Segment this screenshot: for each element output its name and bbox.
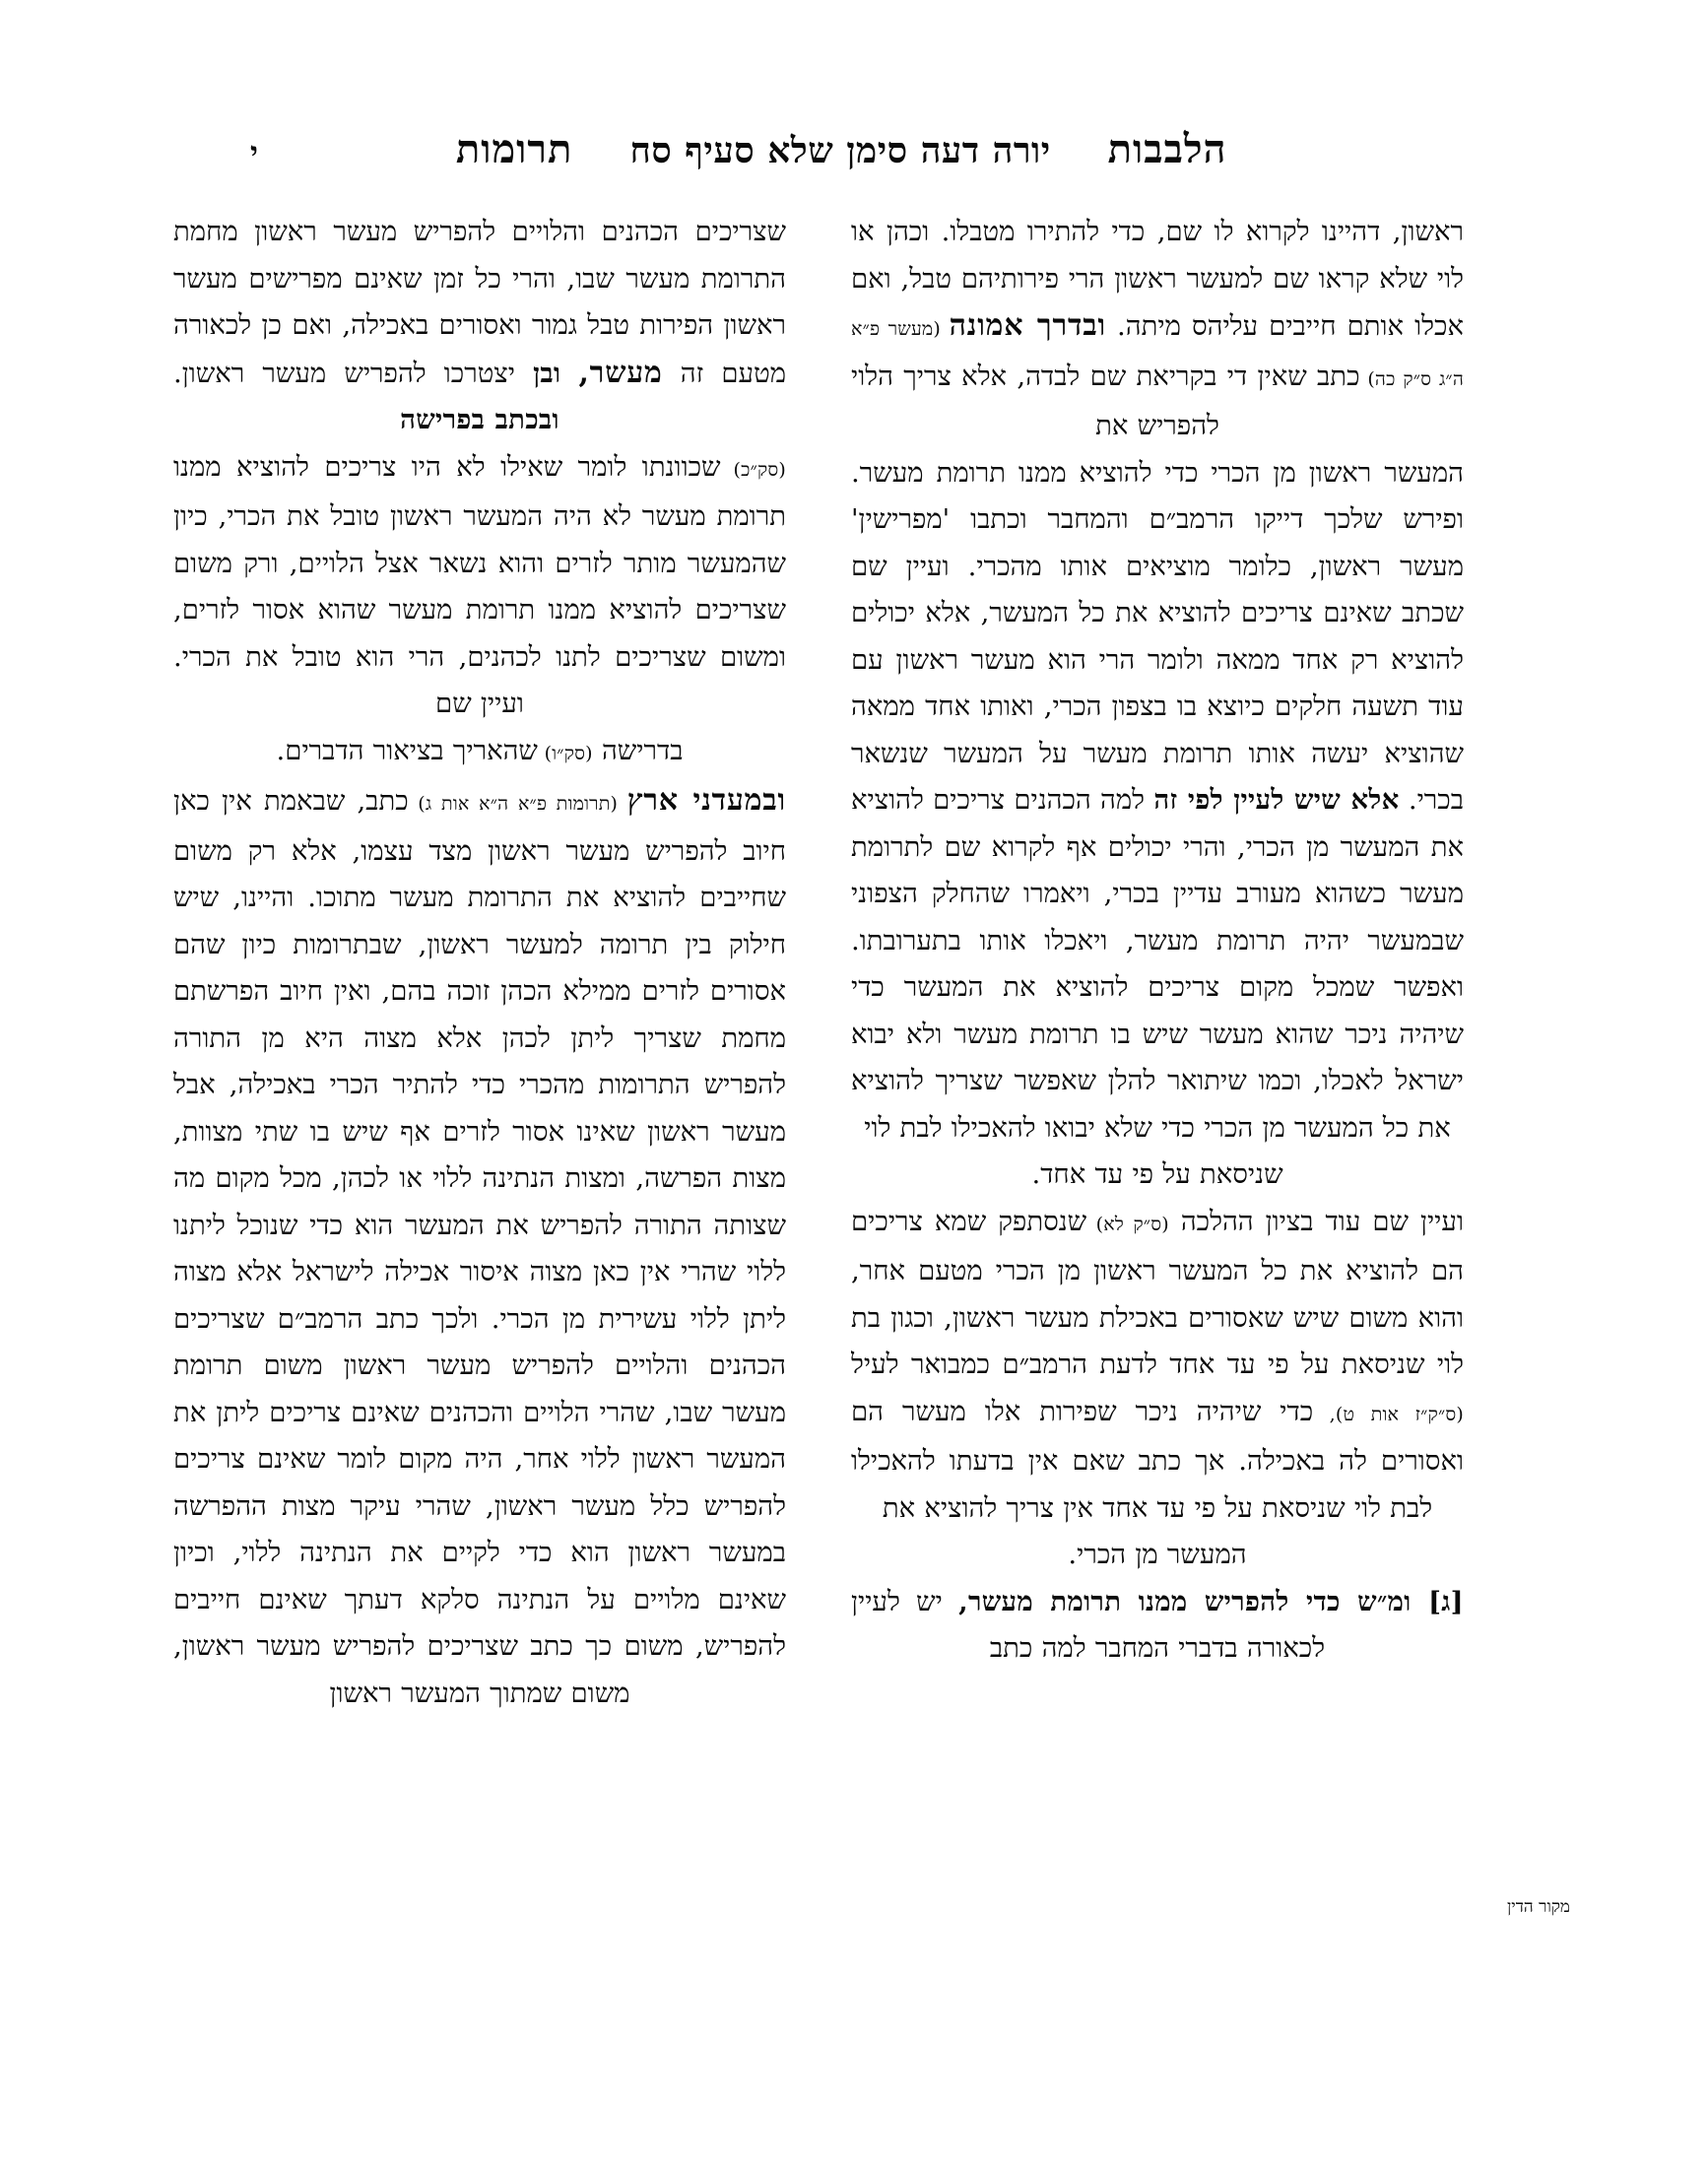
text-run-bold: ובכתב בפרישה xyxy=(400,404,559,435)
running-head-center xyxy=(258,126,1424,172)
text-run-bold-big: מעשר, xyxy=(578,355,663,390)
paragraph xyxy=(173,728,786,778)
text-run-normal: בדרישה xyxy=(592,734,684,766)
running-head-right-word: תרומות xyxy=(455,126,573,172)
paragraph xyxy=(173,209,786,444)
margin-note-source-of-law: מקור הדין xyxy=(1506,1897,1570,1917)
text-run-normal: כדי שיהיה ניכר שפירות אלו מעשר הם ואסורים לה באכילה. אך כתב שאם אין בדעתו להאכילו לבת לוי שניסאת על פי עד אחד אין צריך להוציא את xyxy=(851,1395,1464,1524)
body-columns xyxy=(173,209,1464,2055)
paragraph xyxy=(851,1152,1464,1199)
text-run-cite: (סק״ו) xyxy=(537,742,593,764)
text-run-bold-big: ובדרך אמונה xyxy=(949,308,1106,343)
paragraph xyxy=(851,1199,1464,1533)
text-run-normal: שהאריך בציאור הדברים. xyxy=(276,734,538,766)
text-run-normal: שניסאת על פי עד אחד. xyxy=(1031,1158,1283,1190)
text-run-normal xyxy=(560,358,578,389)
folio-number: י xyxy=(250,136,259,170)
text-run-bold: אלא שיש לעיין לפי זה xyxy=(1153,784,1400,816)
text-run-cite: (מעשר פ״א ה״ג ס״ק כה) xyxy=(851,318,1464,390)
text-run-bold-big: ובמעדני ארץ xyxy=(626,783,786,818)
text-run-cite: (סק״כ) xyxy=(720,458,786,481)
paragraph xyxy=(173,777,786,1717)
text-run-normal: יש לעיין לכאורה בדברי המחבר למה כתב xyxy=(851,1585,1326,1664)
running-head-left-word: הלבבות xyxy=(1107,126,1227,172)
text-run-bold: [ג] ומ״ש כדי להפריש ממנו תרומת מעשר, xyxy=(958,1585,1464,1617)
running-head xyxy=(244,126,1464,187)
text-run-cite: (תרומות פ״א ה״א אות ג) xyxy=(408,793,627,815)
text-run-normal: המעשר ראשון מן הכרי כדי להוציא ממנו תרומת מעשר. ופירש שלכך דייקו הרמב״ם והמחבר וכתבו 'מפרישין' מעשר ראשון, כלומר מוציאים אותו מהכרי. ועיין שם שכתב שאינם צריכים להוציא את כל המעשר, אלא יכולים להוציא רק אחד ממאה ולומר הרי הוא מעשר ראשון עם עוד תשעה חלקים כיוצא בו בצפון הכרי, ואותו אחד ממאה שהוציא יעשה אותו תרומת מעשר על המעשר שנשאר בכרי. xyxy=(851,456,1464,816)
running-head-reference: יורה דעה סימן שלא סעיף סח xyxy=(629,130,1051,171)
paragraph xyxy=(851,1532,1464,1579)
text-run-bold: ובן xyxy=(533,357,561,389)
text-run-cite: (ס״ק לא) xyxy=(1086,1213,1169,1235)
text-run-cite: (ס״ק״ז אות ט), xyxy=(1313,1403,1464,1425)
text-run-normal: ראשון, דהיינו לקרוא לו שם, כדי להתירו מטבלו. וכהן או לוי שלא קראו שם למעשר ראשון הרי פירותיהם טבל, ואם אכלו אותם חייבים עליהס מיתה. xyxy=(851,216,1464,342)
text-run-normal: המעשר מן הכרי. xyxy=(1068,1539,1247,1570)
text-run-normal: שכוונתו לומר שאילו לא היו צריכים להוציא ממנו תרומת מעשר לא היה המעשר ראשון טובל את הכרי, כיון שהמעשר מותר לזרים והוא נשאר אצל הלויים, ורק משום שצריכים להוציא ממנו תרומת מעשר שהוא אסור לזרים, ומשום שצריכים לתנו לכהנים, הרי הוא טובל את הכרי. ועיין שם xyxy=(173,450,786,719)
text-run-normal: כתב, שבאמת אין כאן חיוב להפריש מעשר ראשון מצד עצמו, אלא רק משום שחייבים להוציא את התרומת מעשר מתוכו. והיינו, שיש חילוק בין תרומה למעשר ראשון, שבתרומות כיון שהם אסורים לזרים ממילא הכהן זוכה בהם, ואין חיוב הפרשתם מחמת שצריך ליתן לכהן אלא מצוה היא מן התורה להפריש התרומות מהכרי כדי להתיר הכרי באכילה, אבל מעשר ראשון שאינו אסור לזרים אף שיש בו שתי מצוות, מצות הפרשה, ומצות הנתינה ללוי או לכהן, מכל מקום מה שצותה התורה להפריש את המעשר הוא כדי שנוכל ליתנו ללוי שהרי אין כאן מצוה איסור אכילה לישראל אלא מצוה ליתן ללוי עשירית מן הכרי. ולכך כתב הרמב״ם שצריכים הכהנים והלויים להפריש מעשר ראשון משום תרומת מעשר שבו, שהרי הלויים והכהנים שאינם צריכים ליתן את המעשר ראשון ללוי אחר, היה מקום לומר שאינם צריכים להפריש כלל מעשר ראשון, שהרי עיקר מצות ההפרשה במעשר ראשון הוא כדי לקיים את הנתינה ללוי, וכיון שאינם מלויים על הנתינה סלקא דעתך שאינם חייבים להפריש, משום כך כתב שצריכים להפריש מעשר ראשון, משום שמתוך המעשר ראשון xyxy=(173,785,786,1709)
column-right xyxy=(851,209,1464,2055)
text-run-normal: יצטרכו להפריש מעשר ראשון. xyxy=(173,357,534,389)
text-run-normal: ועיין שם עוד בציון ההלכה xyxy=(1168,1205,1464,1237)
paragraph xyxy=(851,209,1464,450)
text-run-normal: כתב שאין די בקריאת שם לבדה, אלא צריך הלוי להפריש את xyxy=(851,360,1360,441)
column-left xyxy=(173,209,786,2055)
paragraph xyxy=(851,450,1464,1152)
text-run-normal: שצריכים הכהנים והלויים להפריש מעשר ראשון מחמת התרומת מעשר שבו, והרי כל זמן שאינם מפרישים מעשר ראשון הפירות טבל גמור ואסורים באכילה, ואם כן לכאורה מטעם זה xyxy=(173,216,786,389)
paragraph xyxy=(173,444,786,728)
paragraph xyxy=(851,1579,1464,1673)
text-run-normal: שנסתפק שמא צריכים הם להוציא את כל המעשר ראשון מן הכרי מטעם אחר, והוא משום שיש שאסורים באכילת מעשר ראשון, וכגון בת לוי שניסאת על פי עד אחד לדעת הרמב״ם כמבואר לעיל xyxy=(851,1205,1464,1380)
text-run-normal: למה הכהנים צריכים להוציא את המעשר מן הכרי, והרי יכולים אף לקרוא שם לתרומת מעשר כשהוא מעורב עדיין בכרי, ויאמרו שהחלק הצפוני שבמעשר יהיה תרומת מעשר, ויאכלו אותו בתערובתו. ואפשר שמכל מקום צריכים להוציא את המעשר כדי שיהיה ניכר שהוא מעשר שיש בו תרומת מעשר ולא יבוא ישראל לאכלו, וכמו שיתואר להלן שאפשר שצריך להוציא את כל המעשר מן הכרי כדי שלא יבואו להאכילו לבת לוי xyxy=(851,784,1464,1144)
